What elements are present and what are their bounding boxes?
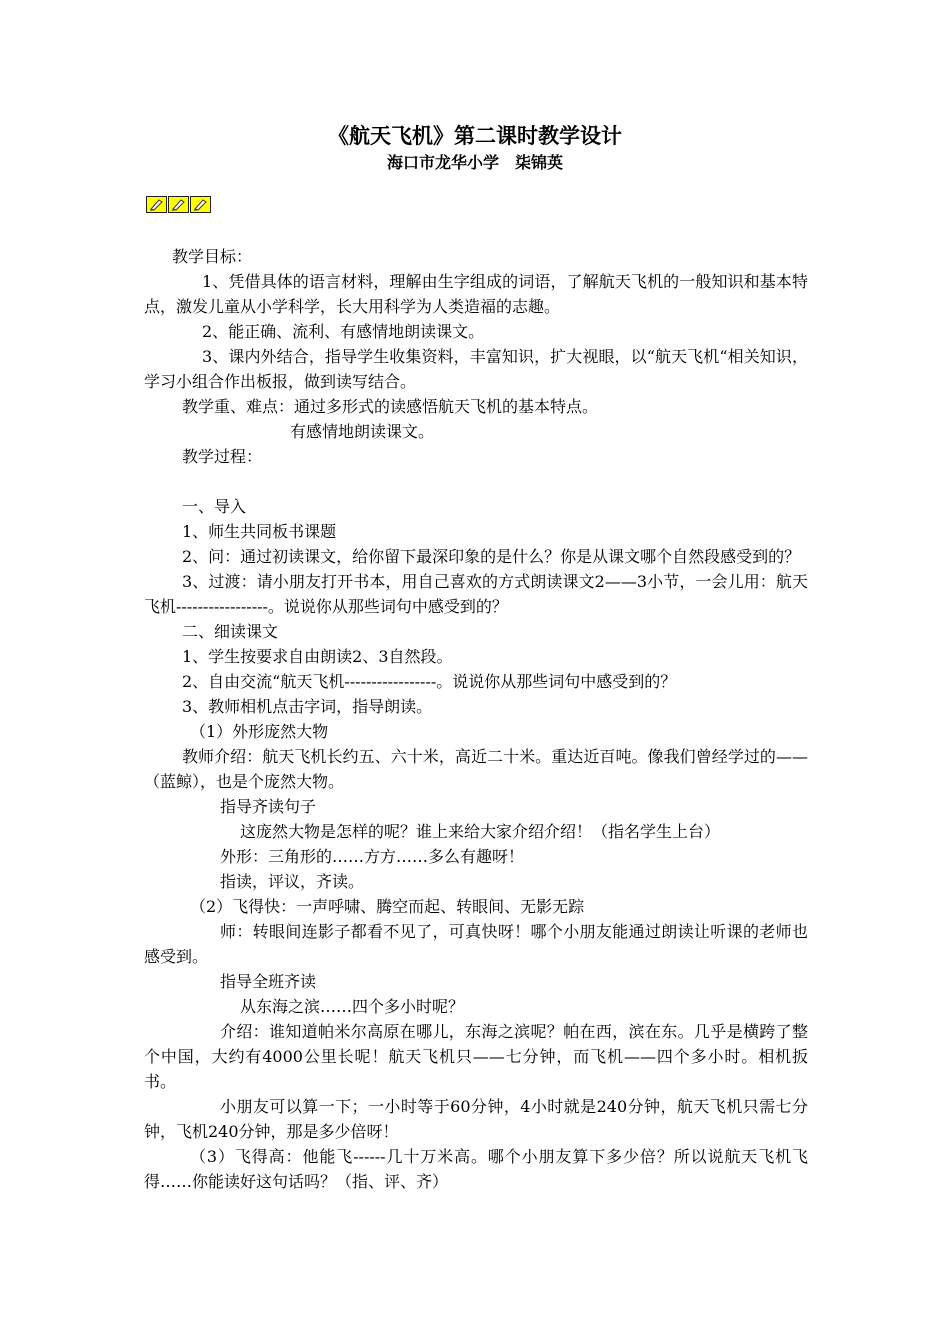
intro-step-1: 1、师生共同板书课题: [182, 522, 337, 541]
intro-step-3: 3、过渡：请小朋友打开书本，用自己喜欢的方式朗读课文2——3小节，一会儿用：航天飞机-----------------。说说你从那些词句中感受到的？: [144, 572, 808, 616]
reading-step-3: 3、教师相机点击字词，指导朗读。: [182, 697, 433, 716]
calculation-note: 小朋友可以算一下；一小时等于60分钟，4小时就是240分钟，航天飞机只需七分钟，飞机240分钟，那是多少倍呀！: [144, 1097, 808, 1141]
goal-item-2: 2、能正确、流利、有感情地朗读课文。: [202, 322, 485, 341]
class-reading: 指导全班齐读: [220, 972, 317, 991]
document-body: [144, 244, 808, 1194]
decorative-icon-row: [146, 196, 212, 213]
shape-description: 外形：三角形的……方方……多么有趣呀！: [220, 847, 525, 866]
section-heading-intro: 一、导入: [182, 497, 247, 516]
reading-step-1: 1、学生按要求自由朗读2、3自然段。: [182, 647, 453, 666]
teacher-intro: 教师介绍：航天飞机长约五、六十米，高近二十米。重达近百吨。像我们曾经学过的——（蓝鲸），也是个庞然大物。: [144, 747, 808, 791]
sentence-quote: 从东海之滨……四个多小时呢？: [240, 997, 465, 1016]
guided-reading: 指导齐读句子: [220, 797, 317, 816]
section-heading-reading: 二、细读课文: [182, 622, 279, 641]
pen-icon: [190, 196, 211, 213]
intro-step-2: 2、问：通过初读课文，给你留下最深印象的是什么？你是从课文哪个自然段感受到的？: [182, 547, 801, 566]
document-author: 海口市龙华小学 柒锦英: [386, 153, 563, 172]
teacher-speed-remark: 师：转眼间连影子都看不见了，可真快呀！哪个小朋友能通过朗读让听课的老师也感受到。: [144, 922, 808, 966]
shape-question: 这庞然大物是怎样的呢？谁上来给大家介绍介绍！（指名学生上台）: [240, 822, 721, 841]
subsection-height: （3）飞得高：他能飞------几十万米高。哪个小朋友算下多少倍？所以说航天飞机飞得……你能读好这句话吗？（指、评、齐）: [144, 1147, 808, 1191]
geography-intro: 介绍：谁知道帕米尔高原在哪儿，东海之滨呢？帕在西，滨在东。几乎是横跨了整个中国，大约有4000公里长呢！航天飞机只——七分钟，而飞机——四个多小时。相机扳书。: [144, 1022, 808, 1091]
reading-review: 指读，评议，齐读。: [220, 872, 365, 891]
section-heading-goals: 教学目标：: [172, 247, 253, 266]
goal-item-1: 1、凭借具体的语言材料，理解由生字组成的词语，了解航天飞机的一般知识和基本特点，激发儿童从小学科学，长大用科学为人类造福的志趣。: [144, 272, 808, 316]
subsection-shape: （1）外形庞然大物: [190, 722, 329, 741]
section-heading-process: 教学过程：: [182, 447, 263, 466]
pen-icon: [168, 196, 189, 213]
document-title: 《航天飞机》第二课时教学设计: [328, 124, 622, 148]
key-points: 教学重、难点：通过多形式的读感悟航天飞机的基本特点。: [182, 397, 599, 416]
key-points-continued: 有感情地朗读课文。: [290, 422, 435, 441]
subsection-speed: （2）飞得快：一声呼啸、腾空而起、转眼间、无影无踪: [190, 897, 585, 916]
goal-item-3: 3、课内外结合，指导学生收集资料，丰富知识，扩大视眼，以“航天飞机“相关知识，学习小组合作出板报，做到读写结合。: [144, 347, 808, 391]
pen-icon: [146, 196, 167, 213]
reading-step-2: 2、自由交流“航天飞机-----------------。说说你从那些词句中感受到的？: [182, 672, 677, 691]
